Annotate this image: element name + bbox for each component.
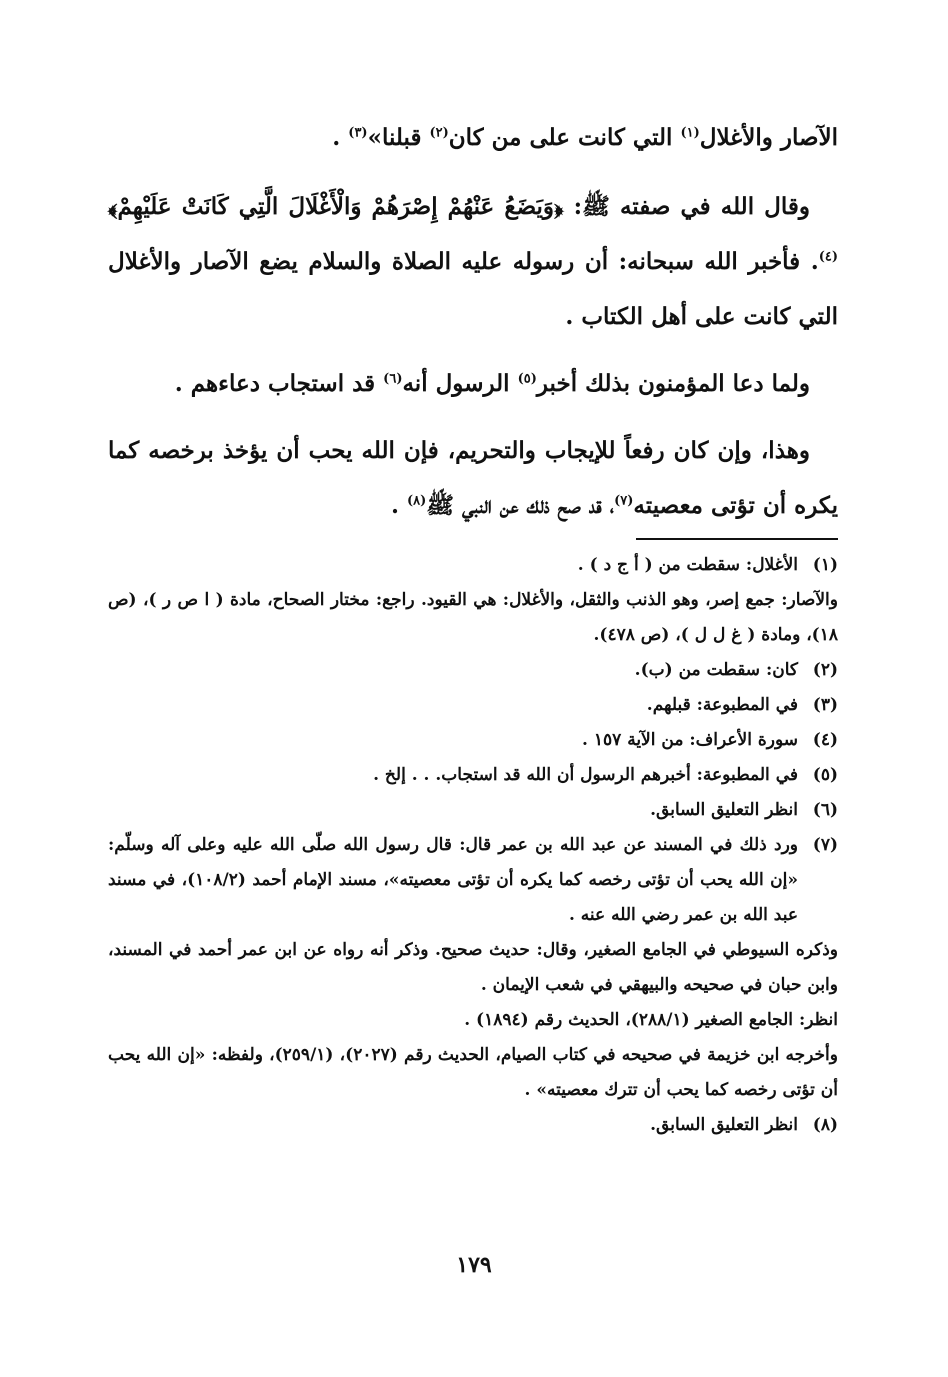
footnote-text: ورد ذلك في المسند عن عبد الله بن عمر قال: قال رسول الله صلّى الله عليه وعلى آله وسلّم: «إن الله يحب أن تؤتى رخصه كما يكره أن تؤتى معصيته»، مسند الإمام أحمد (١٠٨/٢)، في مسند عبد الله بن عمر رضي الله عنه . <box>108 835 798 925</box>
text-run: الرسول أنه <box>402 370 518 397</box>
page-number: ١٧٩ <box>456 1252 492 1278</box>
text-run: . <box>332 124 349 151</box>
footnote-number: (٤) <box>812 730 838 750</box>
footnote-text: كان: سقطت من (ب). <box>634 660 798 680</box>
footnote-7-continuation-1: وذكره السيوطي في الجامع الصغير، وقال: حديث صحيح. وذكر أنه رواه عن ابن عمر أحمد في المسند، وابن حبان في صحيحه والبيهقي في شعب الإيمان . <box>108 940 838 995</box>
footnote-text: الأغلال: سقطت من ( أ ج د ) . <box>577 555 798 575</box>
text-run: قد استجاب دعاءهم . <box>174 370 384 397</box>
text-run: ، قد صح ذلك عن النبي ﷺ <box>426 492 615 519</box>
footnote-ref-4[interactable]: (٤) <box>818 249 838 265</box>
footnote-number: (٣) <box>812 695 838 715</box>
footnote-6 <box>108 793 838 828</box>
text-run: الآصار والأغلال <box>699 124 838 151</box>
footnote-2 <box>108 653 838 688</box>
footnote-text: انظر التعليق السابق. <box>650 1115 798 1135</box>
footnote-ref-8[interactable]: (٨) <box>406 493 427 509</box>
text-run: وهذا، وإن كان رفعاً للإيجاب والتحريم، فإن الله يحب أن يؤخذ برخصه كما يكره أن تؤتى معصيته <box>108 437 838 519</box>
footnote-ref-6[interactable]: (٦) <box>383 371 403 387</box>
footnote-1-continuation: والآصار: جمع إصر، وهو الذنب والثقل، والأغلال: هي القيود. راجع: مختار الصحاح، مادة ( ا ص ر )، (ص ١٨)، ومادة ( غ ل ل )، (ص ٤٧٨). <box>108 590 838 645</box>
text-run: قبلنا» <box>367 124 430 151</box>
footnote-ref-5[interactable]: (٥) <box>517 371 537 387</box>
footnote-5 <box>108 758 838 793</box>
footnote-text: انظر التعليق السابق. <box>650 800 798 820</box>
footnote-number: (٨) <box>812 1115 838 1135</box>
footnote-7 <box>108 828 838 933</box>
paragraph-2 <box>108 179 838 344</box>
footnote-text: سورة الأعراف: من الآية ١٥٧ . <box>582 730 798 750</box>
footnote-3 <box>108 688 838 723</box>
footnote-number: (٧) <box>812 835 838 855</box>
text-run: وقال الله في صفته ﷺ: <box>563 193 810 220</box>
footnote-text: في المطبوعة: قبلهم. <box>646 695 798 715</box>
text-run: التي كانت على من كان <box>448 124 681 151</box>
paragraph-1 <box>108 110 838 165</box>
footnote-ref-2[interactable]: (٢) <box>429 125 449 141</box>
footnote-number: (٢) <box>812 660 838 680</box>
text-run: . فأخبر الله سبحانه: أن رسوله عليه الصلاة والسلام يضع الآصار والأغلال التي كانت على أهل الكتاب . <box>108 248 838 330</box>
footnote-7-continuation-2: انظر: الجامع الصغير (٢٨٨/١)، الحديث رقم (١٨٩٤) . <box>464 1010 838 1030</box>
paragraph-3 <box>108 356 838 411</box>
footnote-ref-1[interactable]: (١) <box>680 125 700 141</box>
main-text <box>108 110 838 545</box>
text-run: . <box>390 492 407 519</box>
quran-verse: ﴿وَيَضَعُ عَنْهُمْ إِصْرَهُمْ وَالْأَغْلَالَ الَّتِي كَانَتْ عَلَيْهِمْ﴾ <box>108 193 564 220</box>
paragraph-4 <box>108 423 838 533</box>
footnote-number: (٥) <box>812 765 838 785</box>
footnote-text: في المطبوعة: أخبرهم الرسول أن الله قد استجاب. . . إلخ . <box>373 765 798 785</box>
footnote-8 <box>108 1108 838 1143</box>
footnote-7-continuation-3: وأخرجه ابن خزيمة في صحيحه في كتاب الصيام، الحديث رقم (٢٠٢٧)، (٢٥٩/١)، ولفظه: «إن الله يحب أن تؤتى رخصه كما يحب أن تترك معصيته» . <box>108 1045 838 1100</box>
footnote-4 <box>108 723 838 758</box>
footnote-ref-7[interactable]: (٧) <box>614 493 634 509</box>
footnote-number: (٦) <box>812 800 838 820</box>
footnote-ref-3[interactable]: (٣) <box>348 125 368 141</box>
footnote-divider <box>636 538 838 540</box>
footnote-number: (١) <box>812 555 838 575</box>
footnotes-section <box>108 548 838 1143</box>
text-run: ولما دعا المؤمنون بذلك أخبر <box>536 370 810 397</box>
footnote-1 <box>108 548 838 583</box>
